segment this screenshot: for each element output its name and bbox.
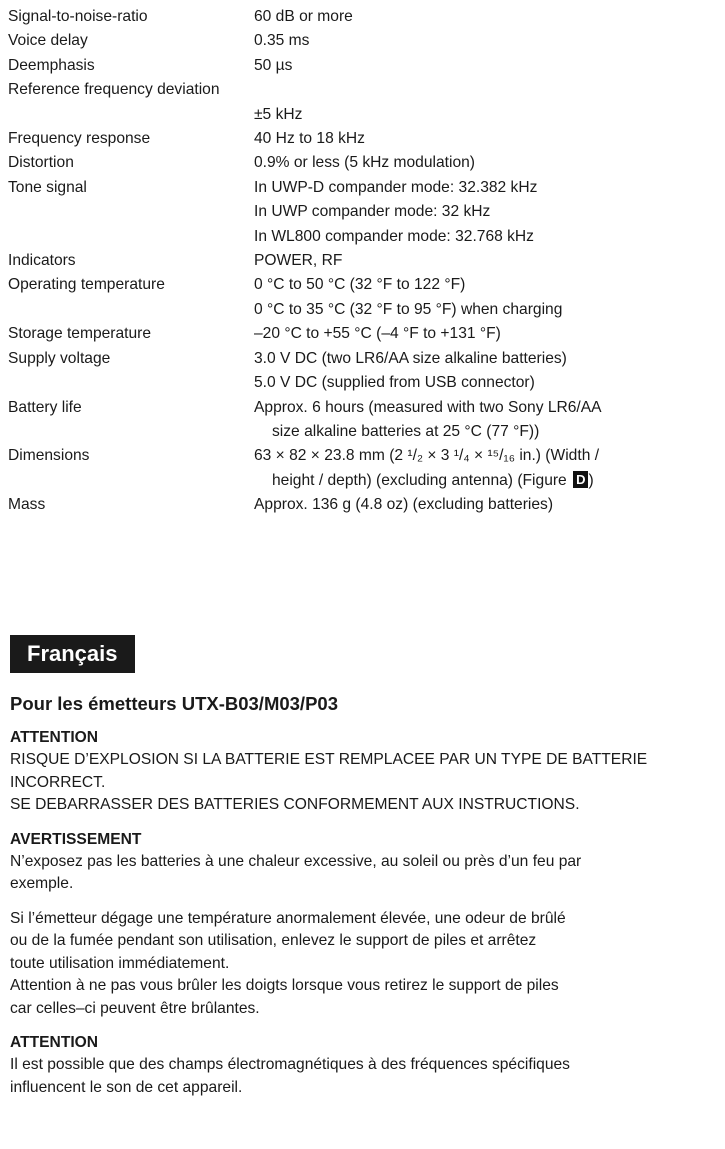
paragraph-line: Attention à ne pas vous brûler les doigts lorsque vous retirez le support de piles — [10, 977, 559, 994]
spec-label: Reference frequency deviation — [8, 81, 220, 99]
spec-label: Deemphasis — [8, 56, 95, 74]
spec-row — [8, 396, 718, 445]
spec-label: Signal-to-noise-ratio — [8, 8, 148, 25]
spec-value: 60 dB or more — [254, 8, 353, 25]
spec-label: Dimensions — [8, 447, 90, 465]
spec-value: Approx. 136 g (4.8 oz) (excluding batteries) — [254, 496, 554, 514]
spec-value: 63 × 82 × 23.8 mm (2 ¹/₂ × 3 ¹/₄ × ¹⁵/₁₆ in.) (Width / — [254, 447, 600, 465]
spec-value: ±5 kHz — [254, 105, 303, 123]
spec-value: 40 Hz to 18 kHz — [254, 130, 365, 148]
spec-row — [8, 347, 718, 396]
spec-label: Battery life — [8, 398, 82, 416]
spec-value: size alkaline batteries at 25 °C (77 °F)) — [272, 422, 540, 440]
spec-value: 5.0 V DC (supplied from USB connector) — [254, 374, 535, 392]
spec-value: 0.35 ms — [254, 32, 310, 50]
spec-value: In UWP compander mode: 32 kHz — [254, 203, 491, 221]
spec-row — [8, 29, 718, 53]
language-tab-francais: Français — [10, 635, 135, 673]
attention-heading: ATTENTION — [10, 729, 99, 746]
avertissement-heading: AVERTISSEMENT — [10, 830, 142, 848]
spec-row — [8, 5, 718, 29]
spec-label: Storage temperature — [8, 325, 152, 343]
paragraph-line: car celles–ci peuvent être brûlantes. — [10, 999, 260, 1017]
spec-row — [8, 322, 718, 346]
spec-row — [8, 444, 718, 493]
spec-value: 50 µs — [254, 56, 293, 74]
spec-value: POWER, RF — [254, 252, 343, 270]
section-title: Pour les émetteurs UTX-B03/M03/P03 — [10, 693, 338, 714]
attention-heading: ATTENTION — [10, 1034, 99, 1051]
spec-value: 3.0 V DC (two LR6/AA size alkaline batteries) — [254, 349, 567, 367]
spec-value: 0 °C to 35 °C (32 °F to 95 °F) when charging — [254, 300, 563, 318]
paragraph-line: RISQUE D’EXPLOSION SI LA BATTERIE EST REMPLACEE PAR UN TYPE DE BATTERIE — [10, 751, 648, 768]
spec-value: 0.9% or less (5 kHz modulation) — [254, 154, 476, 172]
spec-value: –20 °C to +55 °C (–4 °F to +131 °F) — [254, 325, 501, 343]
spec-value: In UWP-D compander mode: 32.382 kHz — [254, 178, 538, 196]
spec-row — [8, 151, 718, 175]
spec-row — [8, 78, 718, 102]
spec-value: Approx. 6 hours (measured with two Sony LR6/AA — [254, 398, 602, 416]
spec-row — [8, 127, 718, 151]
spec-label: Distortion — [8, 154, 74, 172]
spec-value: 0 °C to 50 °C (32 °F to 122 °F) — [254, 276, 466, 294]
spec-value-line — [254, 469, 718, 493]
spec-value: height / depth) (excluding antenna) (Figure — [272, 471, 567, 489]
spec-value: In WL800 compander mode: 32.768 kHz — [254, 227, 534, 245]
specifications-table — [8, 5, 718, 518]
french-section — [10, 691, 718, 1111]
spec-label: Operating temperature — [8, 276, 165, 294]
spec-row — [8, 249, 718, 273]
spec-row — [8, 54, 718, 78]
attention-block — [10, 727, 718, 817]
paragraph-line: exemple. — [10, 875, 74, 892]
spec-label: Indicators — [8, 252, 76, 270]
figure-close-paren: ) — [588, 471, 594, 489]
paragraph-line: Il est possible que des champs électromagnétiques à des fréquences spécifiques — [10, 1056, 570, 1073]
spec-label: Mass — [8, 496, 46, 514]
figure-reference-badge: D — [573, 471, 588, 488]
paragraph-line: ou de la fumée pendant son utilisation, enlevez le support de piles et arrêtez — [10, 932, 537, 949]
spec-label: Voice delay — [8, 32, 88, 50]
spec-row — [8, 273, 718, 322]
spec-row — [8, 176, 718, 249]
paragraph-line: toute utilisation immédiatement. — [10, 954, 230, 972]
paragraph-line: N’exposez pas les batteries à une chaleur excessive, au soleil ou près d’un feu par — [10, 852, 582, 870]
spec-label: Tone signal — [8, 178, 87, 196]
spec-row — [8, 103, 718, 127]
paragraph-line: SE DEBARRASSER DES BATTERIES CONFORMEMENT AUX INSTRUCTIONS. — [10, 796, 580, 813]
spec-label: Supply voltage — [8, 349, 111, 367]
spec-label: Frequency response — [8, 130, 151, 148]
paragraph-line: Si l’émetteur dégage une température anormalement élevée, une odeur de brûlé — [10, 909, 566, 927]
paragraph-line: influencent le son de cet appareil. — [10, 1078, 243, 1096]
avertissement-block — [10, 829, 718, 1021]
attention-block — [10, 1032, 718, 1099]
spec-row — [8, 493, 718, 517]
paragraph-line: INCORRECT. — [10, 773, 106, 791]
